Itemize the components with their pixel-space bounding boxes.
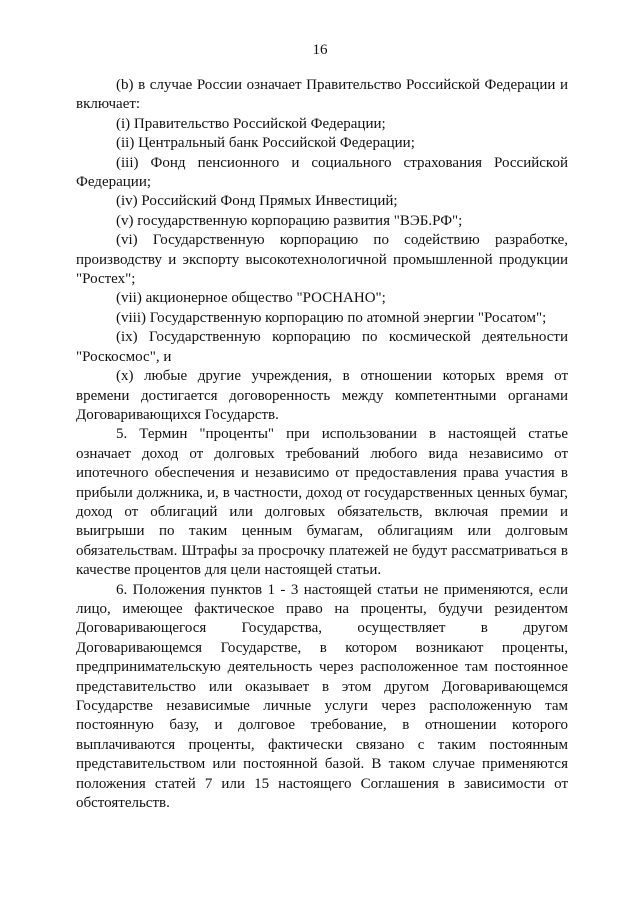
paragraph-5: 5. Термин "проценты" при использовании в настоящей статье означает доход от долговых требований любого вида независимо от ипотечного обеспечения и независимо от предоставления права участия в прибыли должника, и, в частности, доход от государственных ценных бумаг, доход от облигаций или долговых обязательств, включая премии и выигрыши по таким ценным бумагам, облигациям или долговым обязательствам. Штрафы за просрочку платежей не будут рассматриваться в качестве процентов для цели настоящей статьи. [76,426,568,579]
page-number: 16 [312,42,328,58]
paragraph-b-intro: (b) в случае России означает Правительство Российской Федерации и включает: [76,77,568,113]
list-item-i: (i) Правительство Российской Федерации; [116,115,386,132]
list-item-iv: (iv) Российский Фонд Прямых Инвестиций; [116,193,398,210]
list-item-iii: (iii) Фонд пенсионного и социального страхования Российской Федерации; [76,154,568,191]
list-item-vii: (vii) акционерное общество "РОСНАНО"; [116,290,386,307]
list-item-vi: (vi) Государственную корпорацию по содействию разработке, производству и экспорту высокотехнологичной промышленной продукции "Ростех"; [76,232,568,288]
list-item-v: (v) государственную корпорацию развития "ВЭБ.РФ"; [116,212,463,229]
paragraph-6: 6. Положения пунктов 1 - 3 настоящей статьи не применяются, если лицо, имеющее фактическое право на проценты, будучи резидентом Договаривающегося Государства, осуществляет в другом Договаривающемся Государстве, в котором возникают проценты, предпринимательскую деятельность через расположенное там постоянное представительство или оказывает в этом другом Договаривающемся Государстве независимые личные услуги через расположенную там постоянную базу, и долговое требование, в отношении которого выплачиваются проценты, фактически связано с таким постоянным представительством или постоянной базой. В таком случае применяются положения статей 7 или 15 настоящего Соглашения в зависимости от обстоятельств. [76,581,568,812]
list-item-ix: (ix) Государственную корпорацию по космической деятельности "Роскосмос", и [76,329,568,365]
list-item-x: (x) любые другие учреждения, в отношении которых время от времени достигается договоренность между компетентными органами Договаривающихся Государств. [76,368,568,423]
document-body [76,76,568,813]
list-item-ii: (ii) Центральный банк Российской Федерации; [116,135,415,152]
list-item-viii: (viii) Государственную корпорацию по атомной энергии "Росатом"; [116,309,547,326]
